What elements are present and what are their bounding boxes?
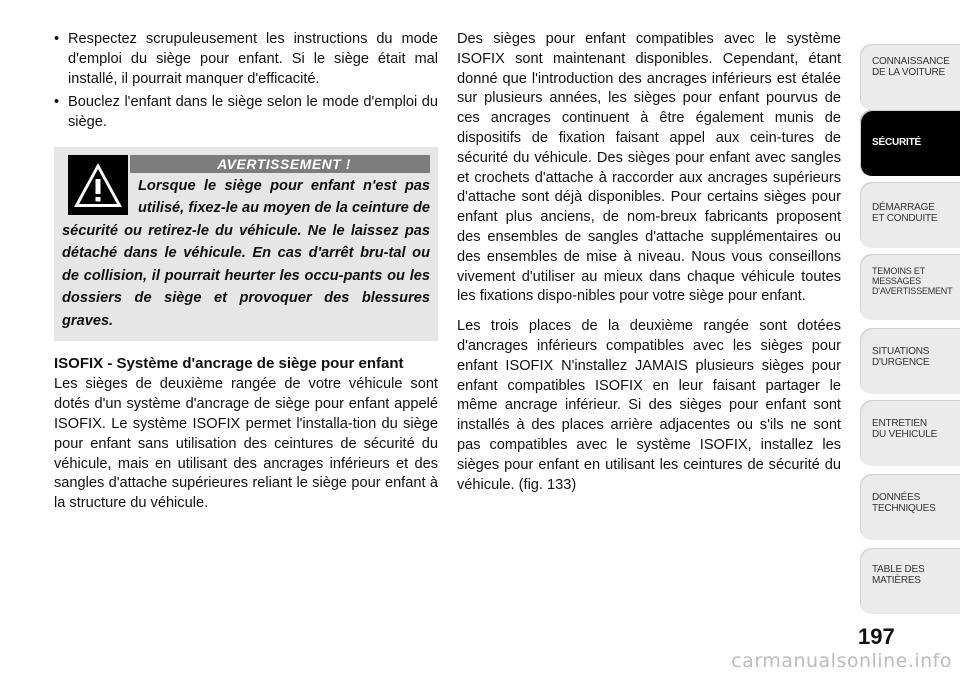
warning-box: [54, 147, 438, 342]
warning-text: Lorsque le siège pour enfant n'est pas utilisé, fixez-le au moyen de la ceinture de sécurité ou retirez-le du véhicule. Ne le laissez pas détaché dans le véhicule. En cas d'arrêt bru-tal ou de collision, il pourrait heurter les occu-pants ou les dossiers de siège et provoquer des blessures graves.: [62, 177, 430, 329]
page-number: 197: [858, 624, 895, 649]
watermark: carmanualsonline.info: [731, 650, 952, 672]
tab-label: TABLE DES MATIÈRES: [872, 564, 925, 586]
tab-donnees[interactable]: [860, 474, 960, 540]
list-item: [54, 93, 438, 133]
tab-label: SÉCURITÉ: [872, 137, 921, 148]
list-item: [54, 30, 438, 89]
bullet-glyph: •: [54, 94, 60, 111]
tab-label: TEMOINS ET MESSAGES D'AVERTISSEMENT: [872, 266, 953, 296]
warning-triangle-icon: [68, 155, 128, 215]
tab-label: DÉMARRAGE ET CONDUITE: [872, 202, 938, 224]
tab-label: ENTRETIEN DU VEHICULE: [872, 418, 938, 440]
tab-entretien[interactable]: [860, 400, 960, 466]
paragraph: Les sièges de deuxième rangée de votre véhicule sont dotés d'un système d'ancrage de siège pour enfant appelé ISOFIX. Le système ISOFIX permet l'installa-tion du siège pour enfant sans utilisation des ceintures de sécurité du véhicule, mais en utilisant des ancrages inférieurs et des sangles d'attache supérieures reliant le siège pour enfant à la structure du véhicule.: [54, 376, 438, 512]
tab-connaissance[interactable]: [860, 44, 960, 110]
tab-situations[interactable]: [860, 328, 960, 394]
tab-demarrage[interactable]: [860, 182, 960, 248]
tab-table[interactable]: [860, 548, 960, 614]
paragraph: Les trois places de la deuxième rangée sont dotées d'ancrages inférieurs compatibles avec les sièges pour enfant ISOFIX N'installez JAMAIS plusieurs sièges pour enfant compatibles ISOFIX en leur faisant partager le même ancrage inférieur. Si des sièges pour enfant sont installés à des places arrière adjacentes ou s'ils ne sont pas compatibles avec le système ISOFIX, installez les sièges pour enfant en utilisant les ceintures de sécurité du véhicule. (fig. 133): [457, 318, 841, 493]
tab-securite[interactable]: [860, 110, 960, 176]
bullet-glyph: •: [54, 31, 60, 47]
tab-label: SITUATIONS D'URGENCE: [872, 346, 930, 368]
tab-label: CONNAISSANCE DE LA VOITURE: [872, 56, 950, 78]
bullet-text: Respectez scrupuleusement les instructions du mode d'emploi du siège pour enfant. Si le siège était mal installé, il pourrait manquer d'efficacité.: [68, 31, 438, 87]
section-title: ISOFIX - Système d'ancrage de siège pour enfant: [54, 355, 404, 373]
chapter-sidebar: [856, 0, 960, 678]
left-column: [54, 30, 438, 524]
right-column: [457, 30, 841, 505]
instruction-list: [54, 30, 438, 133]
paragraph: Des sièges pour enfant compatibles avec le système ISOFIX sont maintenant disponibles. Cependant, étant donné que l'introduction des ancrages inférieurs est étalée sur plusieurs années, les sièges pour enfant pourvus de ces ancrages continuent à être également munis de dispositifs de fixation faisant appel aux cein-tures de sécurité du véhicule. Des sièges pour enfant avec sangles et crochets d'attache à raccorder aux ancrages supérieurs d'attache sont déjà disponibles. Pour certains sièges pour enfant plus anciens, de nom-breux fabricants proposent des ensembles de sangles d'attache supplémentaires ou des ensembles de mise à niveau. Nous vous conseillons vivement d'utiliser au mieux dans chaque véhicule toutes les fixations dispo-nibles pour votre siège pour enfant.: [457, 31, 841, 305]
tab-temoins[interactable]: [860, 254, 960, 320]
warning-title: AVERTISSEMENT !: [130, 155, 430, 173]
tab-label: DONNÉES TECHNIQUES: [872, 492, 936, 514]
bullet-text: Bouclez l'enfant dans le siège selon le mode d'emploi du siège.: [68, 94, 438, 131]
